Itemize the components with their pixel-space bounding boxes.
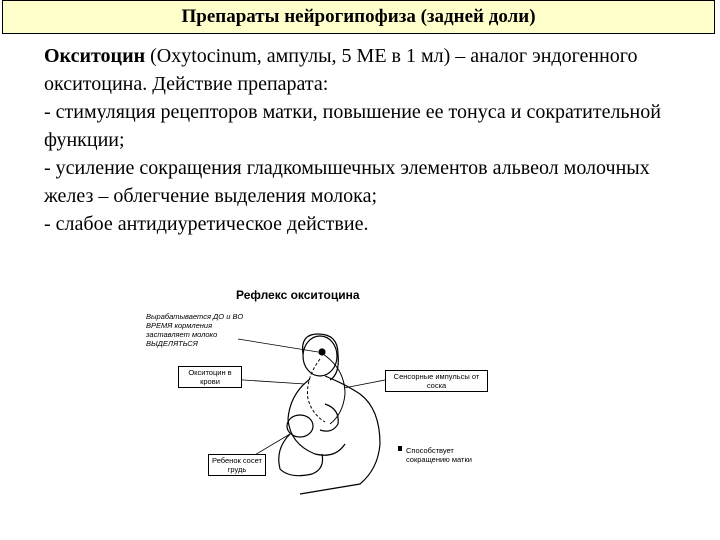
slide-body (44, 42, 694, 238)
pointer-impulses (344, 380, 385, 388)
pituitary-gland (319, 349, 325, 355)
mother-body (300, 376, 380, 494)
drug-name: Окситоцин (44, 45, 146, 67)
figure-title: Рефлекс окситоцина (236, 288, 360, 302)
label-impulses: Сенсорные импульсы от соска (385, 370, 488, 392)
label-baby: Ребенок сосет грудь (208, 454, 266, 476)
drug-intro: (Oxytocinum, ампулы, 5 МЕ в 1 мл) – аналог эндогенного окситоцина. Действие препарата: (44, 45, 638, 95)
figure-note: Вырабатывается ДО и ВО ВРЕМЯ кормления заставляет молоко ВЫДЕЛЯТЬСЯ (146, 312, 244, 348)
drug-paragraph (44, 42, 694, 98)
mother-hair (303, 334, 339, 380)
slide-title: Препараты нейрогипофиза (задней доли) (2, 0, 715, 34)
blood-pathway (308, 359, 326, 422)
label-blood: Окситоцин в крови (178, 366, 242, 388)
effect-item: - слабое антидиуретическое действие. (44, 213, 369, 235)
effect-item: - стимуляция рецепторов матки, повышение ее тонуса и сократительной функции; (44, 101, 661, 151)
label-uterus: Способствует сокращению матки (405, 446, 472, 464)
mother-head (303, 336, 337, 376)
nerve-pathway (323, 354, 345, 424)
effect-item: - усиление сокращения гладкомышечных элементов альвеол молочных желез – облегчение выделения молока; (44, 157, 650, 207)
baby-head (287, 415, 313, 437)
bullet-square-icon (398, 446, 402, 451)
label-uterus-wrap (398, 446, 498, 464)
mother-breast (320, 404, 338, 431)
oxytocin-reflex-figure (140, 284, 500, 514)
